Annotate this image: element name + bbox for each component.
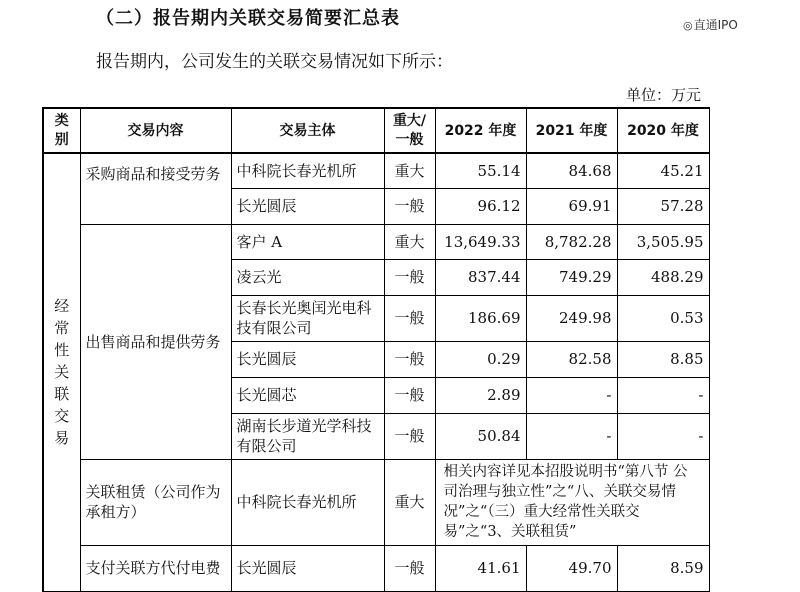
unit-label: 单位：万元 <box>625 86 701 104</box>
subject-cell: 客户 A <box>231 224 384 259</box>
value-2021: 84.68 <box>526 153 617 188</box>
watermark <box>683 16 738 33</box>
value-2022: 2.89 <box>435 377 526 413</box>
value-2020: 488.29 <box>617 259 709 295</box>
category-cell: 经常性关联交易 <box>43 153 80 591</box>
related-transactions-table <box>42 107 710 592</box>
value-2021: 69.91 <box>526 188 617 224</box>
section-title: （二）报告期内关联交易简要汇总表 <box>96 8 400 29</box>
significance-cell: 重大 <box>384 459 435 545</box>
subject-cell: 凌云光 <box>231 259 384 295</box>
content-cell: 采购商品和接受劳务 <box>80 153 231 224</box>
value-2022: 837.44 <box>435 259 526 295</box>
table-row <box>43 224 709 259</box>
value-2021: - <box>526 413 617 459</box>
value-2022: 41.61 <box>435 545 526 591</box>
value-2022: 55.14 <box>435 153 526 188</box>
significance-cell: 一般 <box>384 341 435 377</box>
value-2022: 0.29 <box>435 341 526 377</box>
content-cell: 出售商品和提供劳务 <box>80 224 231 459</box>
table-row <box>43 545 709 591</box>
header-category: 类别 <box>43 108 80 153</box>
value-2022: 13,649.33 <box>435 224 526 259</box>
significance-cell: 重大 <box>384 153 435 188</box>
value-2020: 45.21 <box>617 153 709 188</box>
value-2020: 57.28 <box>617 188 709 224</box>
value-2021: 749.29 <box>526 259 617 295</box>
value-2021: 8,782.28 <box>526 224 617 259</box>
significance-cell: 一般 <box>384 259 435 295</box>
intro-paragraph: 报告期内，公司发生的关联交易情况如下所示： <box>96 52 453 72</box>
significance-cell: 一般 <box>384 545 435 591</box>
lease-reference-note: 相关内容详见本招股说明书“第八节 公司治理与独立性”之“八、关联交易情况”之“（三）重大经常性关联交易”之“3、关联租赁” <box>435 459 709 545</box>
value-2021: 249.98 <box>526 295 617 341</box>
subject-cell: 长春长光奥闰光电科技有限公司 <box>231 295 384 341</box>
value-2020: - <box>617 413 709 459</box>
subject-cell: 长光圆辰 <box>231 188 384 224</box>
subject-cell: 长光圆辰 <box>231 341 384 377</box>
header-content: 交易内容 <box>80 108 231 153</box>
table-row <box>43 153 709 188</box>
header-significance: 重大/一般 <box>384 108 435 153</box>
value-2022: 186.69 <box>435 295 526 341</box>
value-2021: - <box>526 377 617 413</box>
watermark-text: 直通IPO <box>693 18 738 32</box>
value-2021: 82.58 <box>526 341 617 377</box>
header-2020: 2020 年度 <box>617 108 709 153</box>
value-2020: 3,505.95 <box>617 224 709 259</box>
significance-cell: 一般 <box>384 413 435 459</box>
significance-cell: 重大 <box>384 224 435 259</box>
significance-cell: 一般 <box>384 188 435 224</box>
value-2020: 0.53 <box>617 295 709 341</box>
value-2022: 50.84 <box>435 413 526 459</box>
significance-cell: 一般 <box>384 377 435 413</box>
header-2022: 2022 年度 <box>435 108 526 153</box>
content-cell: 关联租赁（公司作为承租方） <box>80 459 231 545</box>
value-2020: 8.59 <box>617 545 709 591</box>
header-subject: 交易主体 <box>231 108 384 153</box>
subject-cell: 湖南长步道光学科技有限公司 <box>231 413 384 459</box>
content-cell: 支付关联方代付电费 <box>80 545 231 591</box>
watermark-icon: ◎ <box>683 19 693 32</box>
value-2020: - <box>617 377 709 413</box>
value-2022: 96.12 <box>435 188 526 224</box>
significance-cell: 一般 <box>384 295 435 341</box>
subject-cell: 中科院长春光机所 <box>231 153 384 188</box>
table-header-row <box>43 108 709 153</box>
subject-cell: 长光圆辰 <box>231 545 384 591</box>
subject-cell: 中科院长春光机所 <box>231 459 384 545</box>
header-2021: 2021 年度 <box>526 108 617 153</box>
value-2020: 8.85 <box>617 341 709 377</box>
subject-cell: 长光圆芯 <box>231 377 384 413</box>
value-2021: 49.70 <box>526 545 617 591</box>
table-row <box>43 459 709 545</box>
